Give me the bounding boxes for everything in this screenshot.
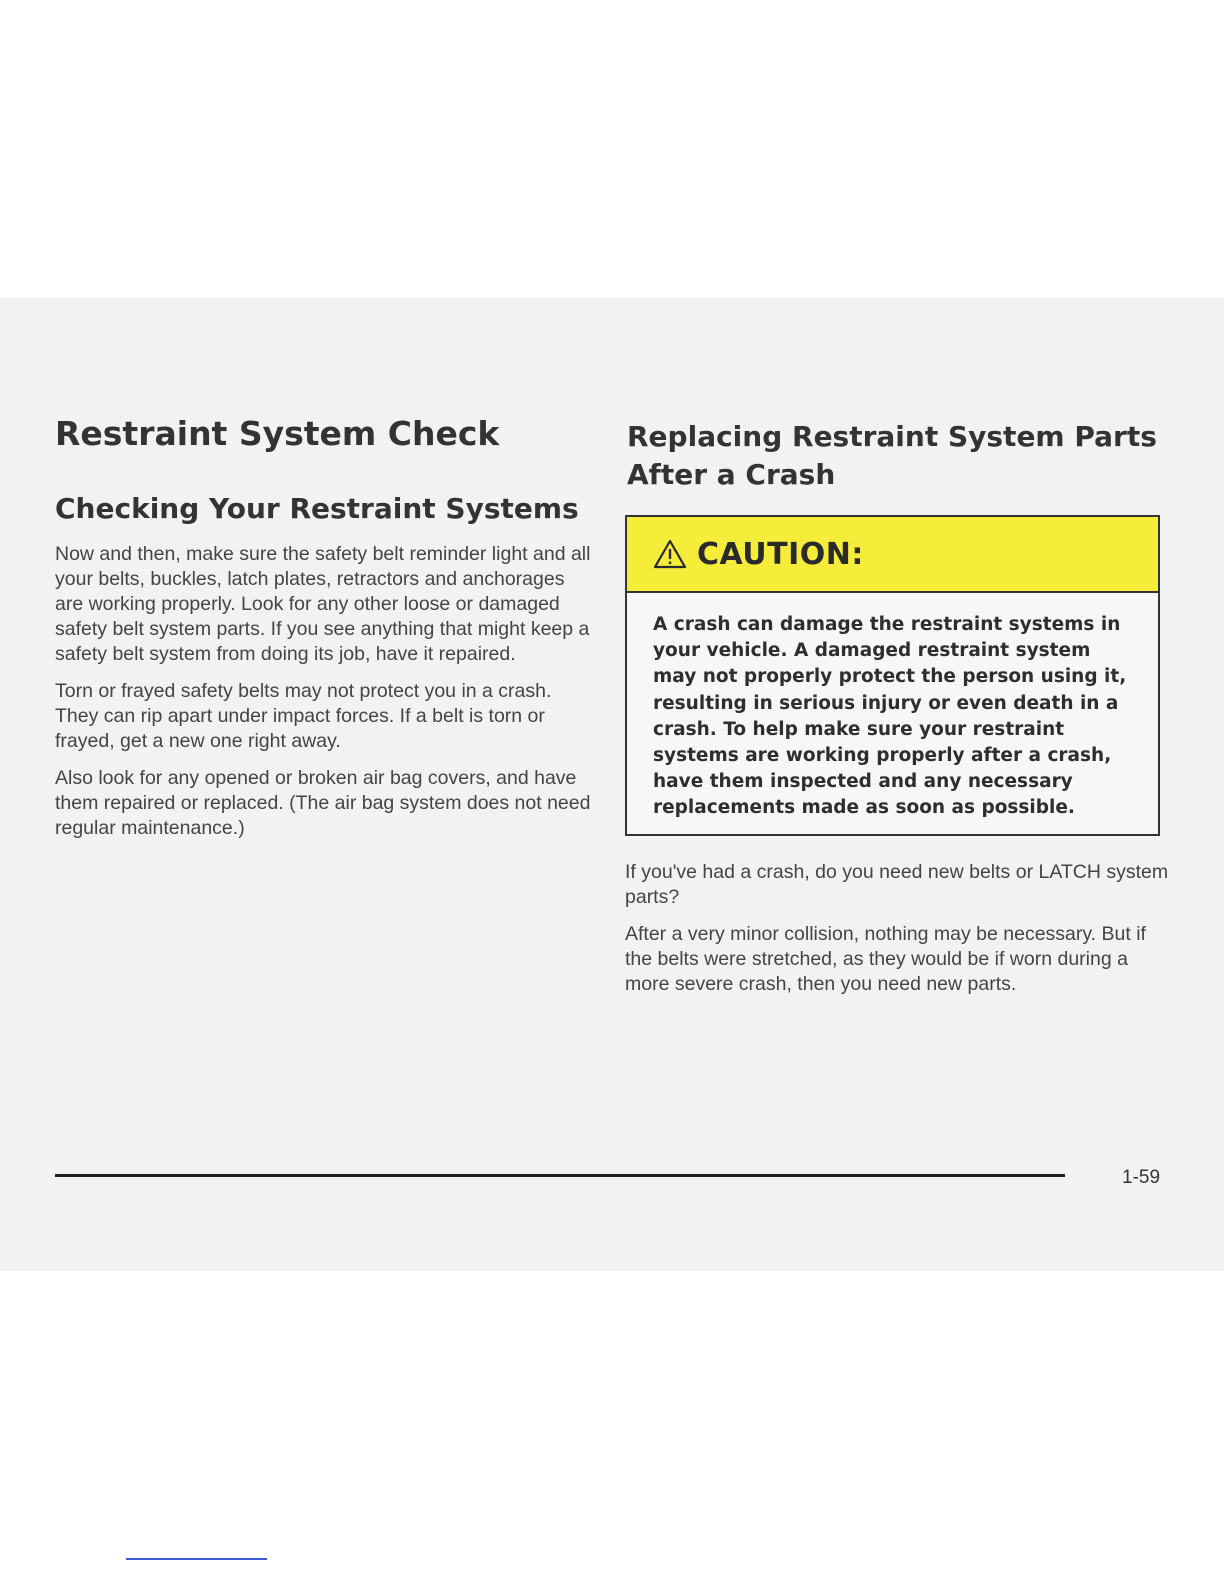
right-column-body [625,860,1170,1009]
warning-triangle-icon [653,539,687,569]
paragraph: If you've had a crash, do you need new belts or LATCH system parts? [625,861,1169,908]
paragraph: After a very minor collision, nothing may be necessary. But if the belts were stretched, as they would be if worn during a more severe crash, then you need new parts. [625,923,1146,995]
caution-title: CAUTION: [697,536,864,572]
caution-header [627,517,1158,593]
footer-divider [55,1174,1065,1177]
section-title: Replacing Restraint System Parts After a Crash [627,420,1157,491]
paragraph: Now and then, make sure the safety belt reminder light and all your belts, buckles, latch plates, retractors and anchorages are working properly. Look for any other loose or damaged safety belt system parts. If you see anything that might keep a safety belt system from doing its job, have it repaired. [55,543,591,665]
right-column-heading-area [627,414,1167,494]
left-column [55,414,595,853]
paragraph: Torn or frayed safety belts may not protect you in a crash. They can rip apart under impact forces. If a belt is torn or frayed, get a new one right away. [55,680,552,752]
scan-artifact-line [126,1558,267,1560]
section-subtitle: Checking Your Restraint Systems [55,492,579,525]
section-title: Restraint System Check [55,414,500,453]
paragraph: Also look for any opened or broken air bag covers, and have them repaired or replaced. (The air bag system does not need regular maintenance.) [55,767,591,839]
page-number: 1-59 [1122,1167,1161,1188]
caution-box [625,515,1160,836]
caution-text: A crash can damage the restraint systems in your vehicle. A damaged restraint system may not properly protect the person using it, resulting in serious injury or even death in a crash. To help make sure your restraint systems are working properly after a crash, have them inspected and any necessary replacements made as soon as possible. [653,614,1127,819]
